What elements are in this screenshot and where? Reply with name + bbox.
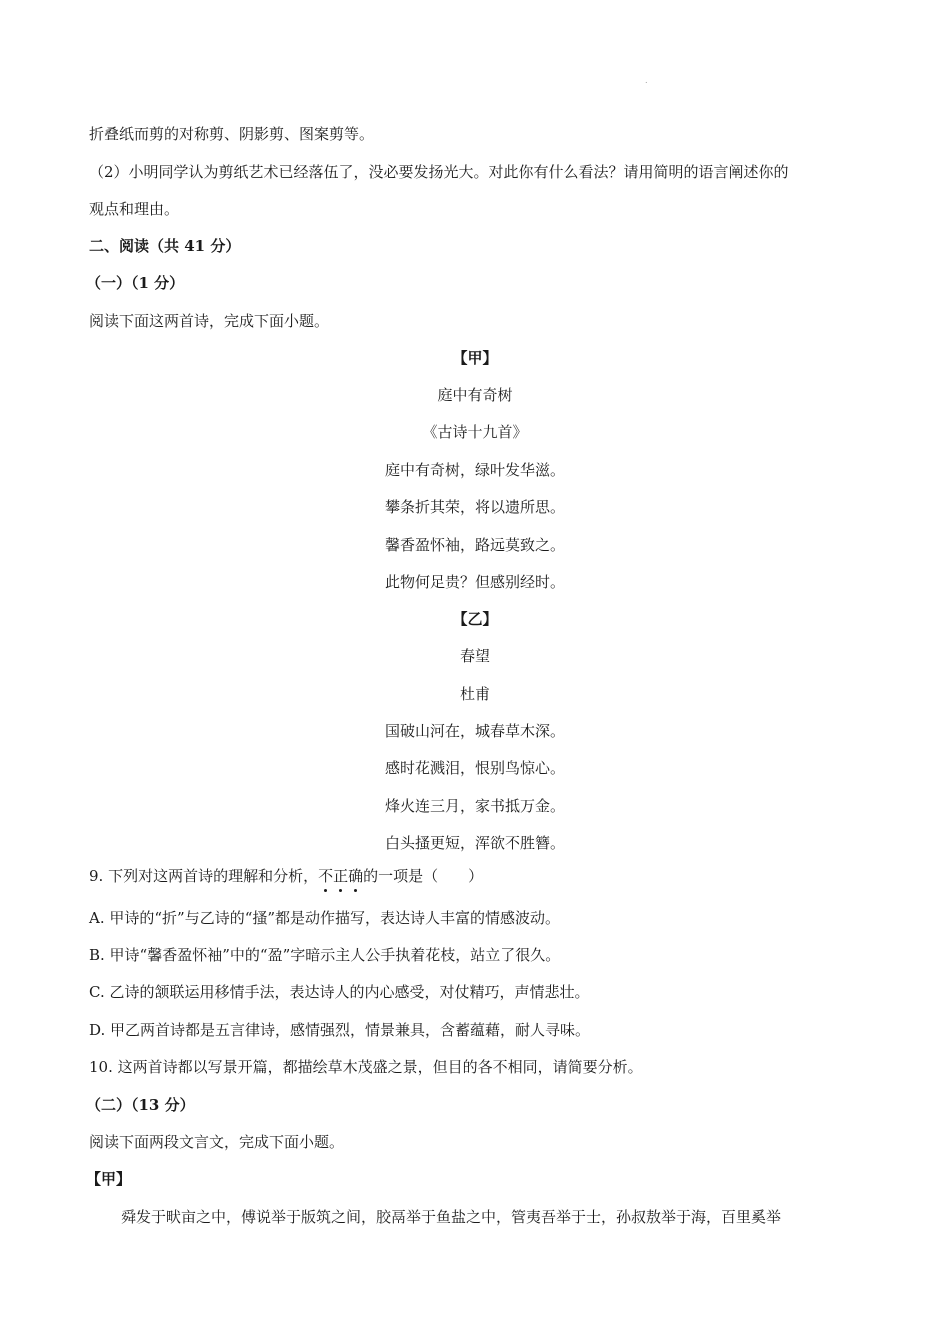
emphasis-char: 不 <box>318 867 334 885</box>
subsection-heading-1: （一）（1 分） <box>86 274 185 292</box>
question-9 <box>89 866 483 886</box>
instruction-classical-texts: 阅读下面两段文言文，完成下面小题。 <box>89 1133 345 1151</box>
poem-a-source: 《古诗十九首》 <box>422 423 528 441</box>
emphasis-char: 正 <box>333 867 349 885</box>
option-c: C. 乙诗的颔联运用移情手法，表达诗人的内心感受，对仗精巧，声情悲壮。 <box>89 983 590 1001</box>
option-a: A. 甲诗的“折”与乙诗的“搔”都是动作描写，表达诗人丰富的情感波动。 <box>89 909 561 927</box>
poem-b-line: 感时花溅泪，恨别鸟惊心。 <box>384 759 565 777</box>
subsection-heading-2: （二）（13 分） <box>86 1096 195 1114</box>
question-2-line-1: （2）小明同学认为剪纸艺术已经落伍了，没必要发扬光大。对此你有什么看法？请用简明的语言阐述你的 <box>89 163 789 181</box>
emphasis-char: 确 <box>348 867 364 885</box>
poem-a-marker: 【甲】 <box>452 349 498 367</box>
question-10: 10. 这两首诗都以写景开篇，都描绘草木茂盛之景，但目的各不相同，请简要分析。 <box>89 1058 643 1076</box>
poem-a-line: 馨香盈怀袖，路远莫致之。 <box>384 536 565 554</box>
corner-mark: . <box>645 76 648 85</box>
poem-b-line: 国破山河在，城春草木深。 <box>384 722 565 740</box>
poem-a-line: 攀条折其荣，将以遗所思。 <box>384 498 565 516</box>
option-d: D. 甲乙两首诗都是五言律诗，感情强烈，情景兼具，含蓄蕴藉，耐人寻味。 <box>89 1021 591 1039</box>
text-a-marker: 【甲】 <box>86 1170 132 1188</box>
poem-a-line: 此物何足贵？但感别经时。 <box>384 573 565 591</box>
option-b: B. 甲诗“馨香盈怀袖”中的“盈”字暗示主人公手执着花枝，站立了很久。 <box>89 946 561 964</box>
poem-b-line: 烽火连三月，家书抵万金。 <box>384 797 565 815</box>
instruction-poems: 阅读下面这两首诗，完成下面小题。 <box>89 312 330 330</box>
text-line-scissor-types: 折叠纸而剪的对称剪、阴影剪、图案剪等。 <box>89 125 375 143</box>
question-9-prefix: 9. 下列对这两首诗的理解和分析， <box>89 867 319 885</box>
poem-b-line: 白头搔更短，浑欲不胜簪。 <box>384 834 565 852</box>
poem-a-title: 庭中有奇树 <box>437 386 513 404</box>
question-9-suffix: 的一项是（ ） <box>363 867 484 885</box>
text-a-paragraph: 舜发于畎亩之中，傅说举于版筑之间，胶鬲举于鱼盐之中，管夷吾举于士，孙叔敖举于海，百里奚举 <box>121 1208 782 1226</box>
poem-b-author: 杜甫 <box>459 685 490 703</box>
poem-b-marker: 【乙】 <box>452 610 498 628</box>
poem-a-line: 庭中有奇树，绿叶发华滋。 <box>384 461 565 479</box>
poem-b-title: 春望 <box>459 647 490 665</box>
section-heading-reading: 二、阅读（共 41 分） <box>89 237 241 255</box>
question-2-line-2: 观点和理由。 <box>89 200 180 218</box>
